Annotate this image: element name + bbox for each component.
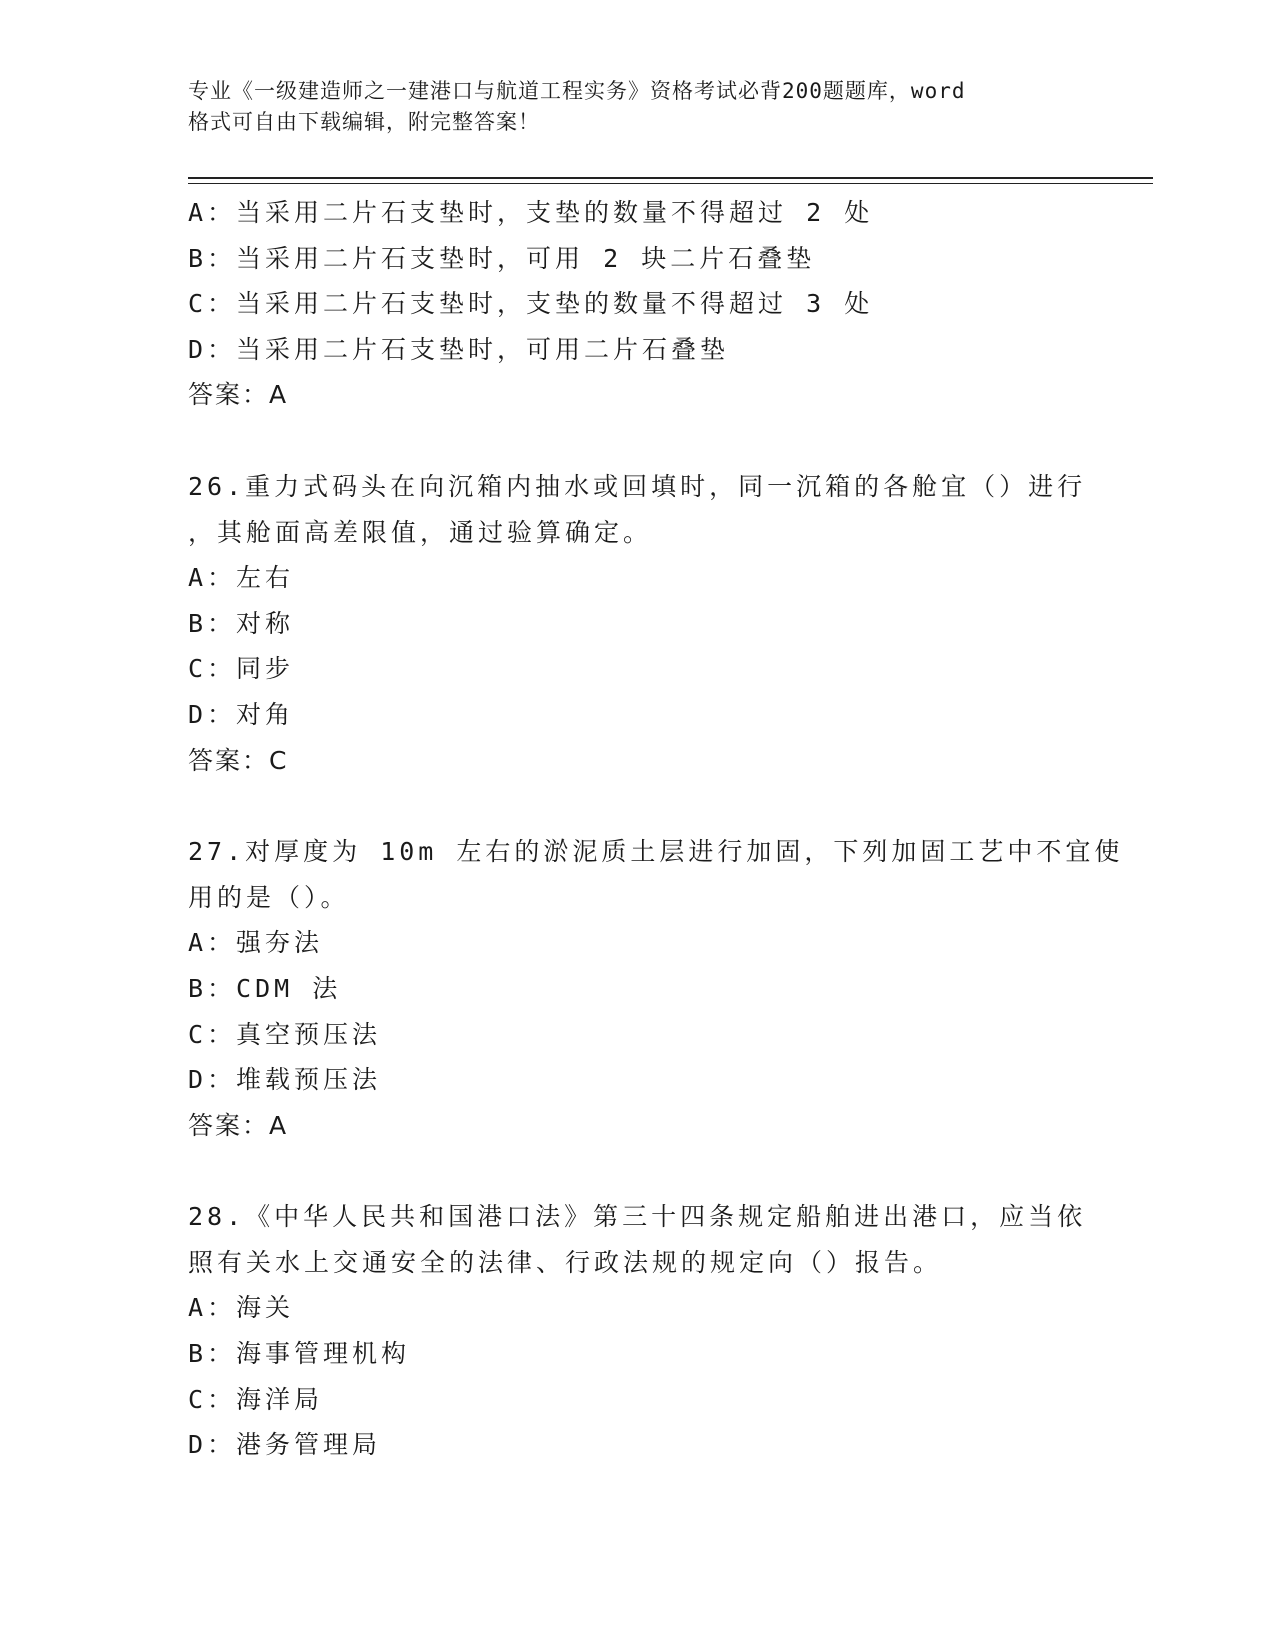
option-a: A：当采用二片石支垫时，支垫的数量不得超过 2 处 (188, 198, 874, 227)
question-list (188, 190, 1124, 1468)
option-c: C：真空预压法 (188, 1019, 382, 1049)
option-b: B：对称 (188, 608, 295, 638)
answer: 答案：C (188, 745, 289, 775)
option-a: A：左右 (188, 563, 295, 593)
question-stem-line-1: 26.重力式码头在向沉箱内抽水或回填时，同一沉箱的各舱宜（）进行 (188, 471, 1087, 501)
header-line-1: 专业《一级建造师之一建港口与航道工程实务》资格考试必背200题题库，word (188, 79, 966, 103)
header-line-2: 格式可自由下载编辑，附完整答案！ (188, 110, 540, 134)
option-c: C：当采用二片石支垫时，支垫的数量不得超过 3 处 (188, 289, 874, 319)
option-d: D：堆载预压法 (188, 1065, 382, 1095)
option-b: B：海事管理机构 (188, 1339, 411, 1369)
question-stem-line-1: 27.对厚度为 10m 左右的淤泥质土层进行加固，下列加固工艺中不宜使 (188, 837, 1124, 867)
question-25 (188, 190, 1088, 418)
document-header (188, 76, 1068, 138)
option-c: C：海洋局 (188, 1384, 324, 1414)
question-stem-line-2: 用的是（）。 (188, 882, 350, 912)
option-d: D：当采用二片石支垫时，可用二片石叠垫 (188, 334, 730, 364)
answer: 答案：A (188, 380, 289, 410)
question-26 (188, 464, 1088, 783)
question-stem-line-1: 28.《中华人民共和国港口法》第三十四条规定船舶进出港口，应当依 (188, 1202, 1087, 1232)
question-stem-line-2: ，其舱面高差限值，通过验算确定。 (188, 517, 653, 547)
spacer (188, 783, 1088, 829)
option-b: B：当采用二片石支垫时，可用 2 块二片石叠垫 (188, 243, 816, 273)
option-d: D：对角 (188, 699, 295, 729)
question-27 (188, 829, 1124, 1148)
header-divider-thin (188, 183, 1153, 184)
option-a: A：强夯法 (188, 928, 324, 958)
question-28 (188, 1194, 1088, 1468)
option-d: D：港务管理局 (188, 1430, 382, 1460)
spacer (188, 418, 1088, 464)
spacer (188, 1148, 1088, 1194)
option-b: B：CDM 法 (188, 973, 342, 1003)
question-stem-line-2: 照有关水上交通安全的法律、行政法规的规定向（）报告。 (188, 1247, 943, 1277)
answer: 答案：A (188, 1110, 289, 1140)
option-a: A：海关 (188, 1293, 295, 1323)
header-divider-thick (188, 177, 1153, 179)
option-c: C：同步 (188, 654, 295, 684)
